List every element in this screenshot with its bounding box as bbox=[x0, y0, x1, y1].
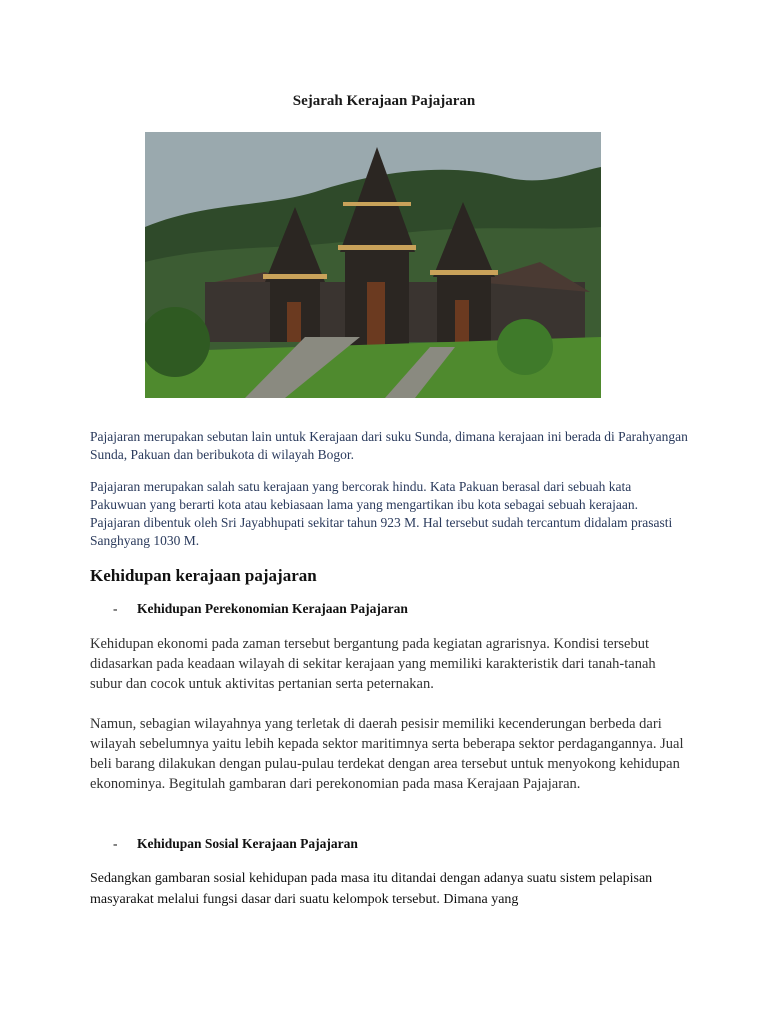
subheading-social bbox=[113, 836, 358, 852]
paragraph-intro: Pajajaran merupakan sebutan lain untuk Kerajaan dari suku Sunda, dimana kerajaan ini berada di Parahyangan Sunda, Pakuan dan beribukota di wilayah Bogor. bbox=[90, 429, 688, 462]
subheading-economy-label: Kehidupan Perekonomian Kerajaan Pajajaran bbox=[137, 601, 408, 616]
section-heading: Kehidupan kerajaan pajajaran bbox=[90, 566, 317, 585]
photo-bush-right bbox=[497, 319, 553, 375]
temple-photo bbox=[145, 132, 601, 398]
bullet-dash: - bbox=[113, 836, 118, 851]
page-title: Sejarah Kerajaan Pajajaran bbox=[292, 93, 476, 109]
subheading-economy bbox=[113, 601, 408, 617]
subheading-social-label: Kehidupan Sosial Kerajaan Pajajaran bbox=[137, 836, 358, 851]
temple-illustration bbox=[145, 132, 601, 398]
paragraph-social: Sedangkan gambaran sosial kehidupan pada masa itu ditandai dengan adanya suatu sistem pelapisan masyarakat melalui fungsi dasar dari suatu kelompok tersebut. Dimana yang bbox=[90, 871, 653, 907]
paragraph-economy-1: Kehidupan ekonomi pada zaman tersebut bergantung pada kegiatan agrarisnya. Kondisi tersebut didasarkan pada keadaan wilayah di sekitar kerajaan yang memiliki karakteristik dari tanah-tanah subur dan cocok untuk aktivitas pertanian serta peternakan. bbox=[90, 636, 656, 692]
paragraph-economy-2: Namun, sebagian wilayahnya yang terletak di daerah pesisir memiliki kecenderungan berbeda dari wilayah sebelumnya yaitu lebih kepada sektor maritimnya serta beberapa sektor perdagangannya. Jual beli barang dilakukan dengan pulau-pulau terdekat dengan area tersebut untuk menyokong kehidupan ekonominya. Begitulah gambaran dari perekonomian pada masa Kerajaan Pajajaran. bbox=[90, 716, 684, 792]
paragraph-origin: Pajajaran merupakan salah satu kerajaan yang bercorak hindu. Kata Pakuan berasal dari sebuah kata Pakuwuan yang berarti kota atau kebiasaan lama yang mengartikan ibu kota sebagai sebuah kerajaan. Pajajaran dibentuk oleh Sri Jayabhupati sekitar tahun 923 M. Hal tersebut sudah tercantum didalam prasasti Sanghyang 1030 M. bbox=[90, 479, 673, 548]
bullet-dash: - bbox=[113, 601, 118, 616]
